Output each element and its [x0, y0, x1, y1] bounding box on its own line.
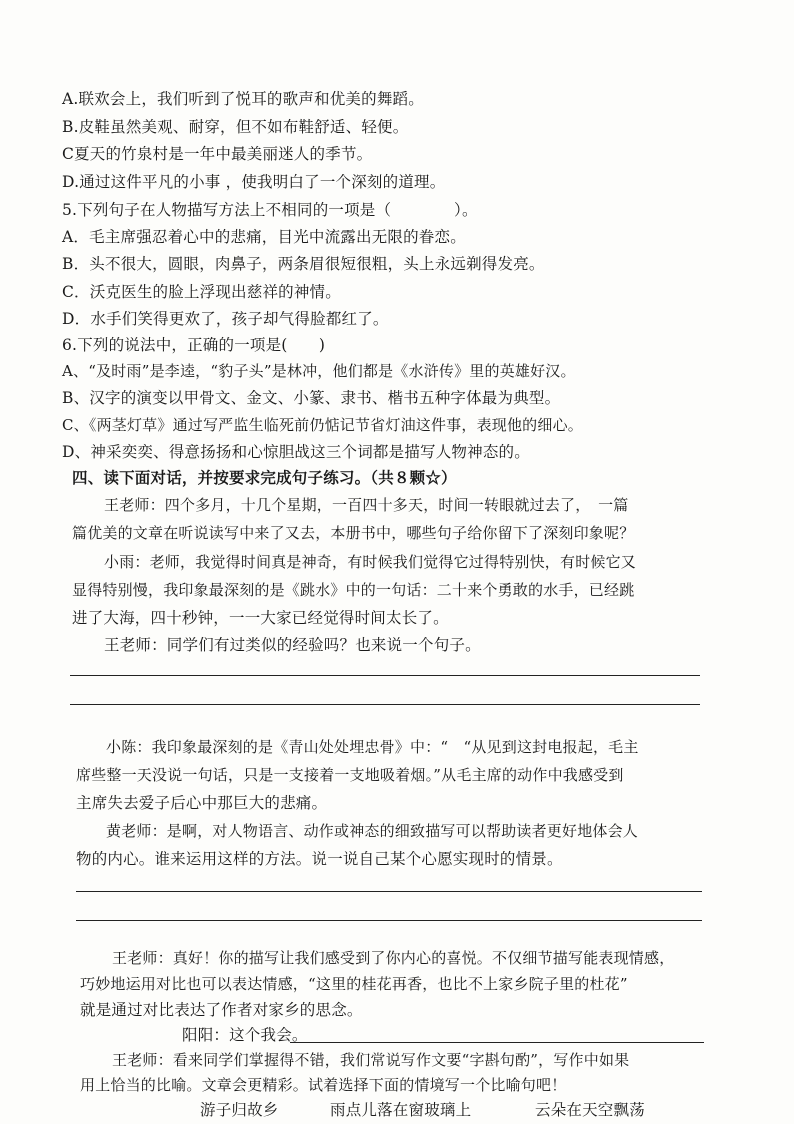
q5-option-d: D．水手们笑得更欢了，孩子却气得脸都红了。	[62, 310, 389, 328]
dialogue-xiaoyu-c: 进了大海，四十秒钟，一一大家已经觉得时间太长了。	[72, 609, 449, 627]
q6-option-c: C、《两茎灯草》通过写严监生临死前仍惦记节省灯油这件事，表现他的细心。	[62, 416, 583, 434]
question-6: 6.下列的说法中，正确的一项是( )	[62, 336, 326, 354]
option-d-line: D.通过这件平凡的小事 ，使我明白了一个深刻的道理。	[62, 173, 446, 191]
q5-option-b: B．头不很大，圆眼，肉鼻子，两条眉很短很粗，头上永远剃得发亮。	[62, 255, 545, 273]
dialogue-teacher-wang-3b: 巧妙地运用对比也可以表达情感，“这里的桂花再香，也比不上家乡院子里的杜花”	[80, 975, 628, 993]
dialogue-teacher-wang-2: 王老师：同学们有过类似的经验吗？也来说一个句子。	[104, 636, 481, 654]
dialogue-teacher-wang-3a: 王老师：真好！你的描写让我们感受到了你内心的喜悦。不仅细节描写能表现情感，	[112, 949, 675, 967]
option-a-line: A.联欢会上，我们听到了悦耳的歌声和优美的舞蹈。	[62, 90, 424, 108]
dialogue-yangyang: 阳阳：这个我会。	[182, 1026, 308, 1044]
dialogue-teacher-huang-a: 黄老师：是啊，对人物语言、动作或神态的细致描写可以帮助读者更好地体会人	[106, 822, 639, 840]
dialogue-teacher-wang-4a: 王老师：看来同学们掌握得不错，我们常说写作文要“字斟句酌”，写作中如果	[112, 1051, 630, 1069]
q6-option-b: B、汉字的演变以甲骨文、金文、小篆、隶书、楷书五种字体最为典型。	[62, 389, 561, 407]
question-5: 5.下列句子在人物描写方法上不相同的一项是（ ）。	[62, 201, 478, 219]
q5-option-c: C．沃克医生的脸上浮现出慈祥的神情。	[62, 283, 341, 301]
q6-option-d: D、神采奕奕、得意扬扬和心惊胆战这三个词都是描写人物神态的。	[62, 443, 530, 461]
dialogue-xiaoyu-a: 小雨：老师，我觉得时间真是神奇，有时候我们觉得它过得特别快，有时候它又	[104, 553, 637, 571]
dialogue-xiaoyu-b: 显得特别慢，我印象最深刻的是《跳水》中的一句话：二十来个勇敢的水手，已经跳	[72, 581, 635, 599]
dialogue-teacher-wang-1b: 篇优美的文章在听说读写中来了又去，本册书中，哪些句子给你留下了深刻印象呢？	[72, 524, 635, 542]
dialogue-xiaochen-c: 主席失去爱子后心中那巨大的悲痛。	[76, 794, 328, 812]
dialogue-teacher-huang-b: 物的内心。谁来运用这样的方法。说一说自己某个心愿实现时的情景。	[76, 850, 563, 868]
yangyang-answer-line[interactable]	[290, 1042, 704, 1043]
dialogue-xiaochen-a: 小陈：我印象最深刻的是《青山处处埋忠骨》中：“ “从见到这封电报起，毛主	[106, 738, 639, 756]
answer-line-3[interactable]	[76, 891, 702, 892]
dialogue-teacher-wang-1a: 王老师：四个多月，十几个星期，一百四十多天，时间一转眼就过去了， 一篇	[104, 496, 629, 514]
dialogue-teacher-wang-4b: 用上恰当的比喻。文章会更精彩。试着选择下面的情境写一个比喻句吧！	[80, 1076, 567, 1094]
q5-option-a: A．毛主席强忍着心中的悲痛，目光中流露出无限的眷恋。	[62, 228, 466, 246]
option-c-line: C夏天的竹泉村是一年中最美丽迷人的季节。	[62, 145, 373, 163]
section-four-heading: 四、读下面对话，并按要求完成句子练习。（共８颗☆）	[72, 468, 457, 487]
option-b-line: B.皮鞋虽然美观、耐穿，但不如布鞋舒适、轻便。	[62, 118, 409, 136]
answer-line-2[interactable]	[70, 704, 700, 705]
dialogue-teacher-wang-3c: 就是通过对比表达了作者对家乡的思念。	[80, 1001, 363, 1019]
scenario-option-2[interactable]: 雨点儿落在窗玻璃上	[330, 1101, 472, 1119]
q6-option-a: A、“及时雨”是李逵，“豹子头”是林冲，他们都是《水浒传》里的英雄好汉。	[62, 362, 576, 380]
answer-line-4[interactable]	[76, 920, 702, 921]
scenario-option-3[interactable]: 云朵在天空飘荡	[535, 1101, 645, 1119]
scenario-option-1[interactable]: 游子归故乡	[200, 1101, 279, 1119]
answer-line-1[interactable]	[70, 675, 700, 676]
dialogue-xiaochen-b: 席些整一天没说一句话，只是一支接着一支地吸着烟。”从毛主席的动作中我感受到	[76, 766, 624, 784]
